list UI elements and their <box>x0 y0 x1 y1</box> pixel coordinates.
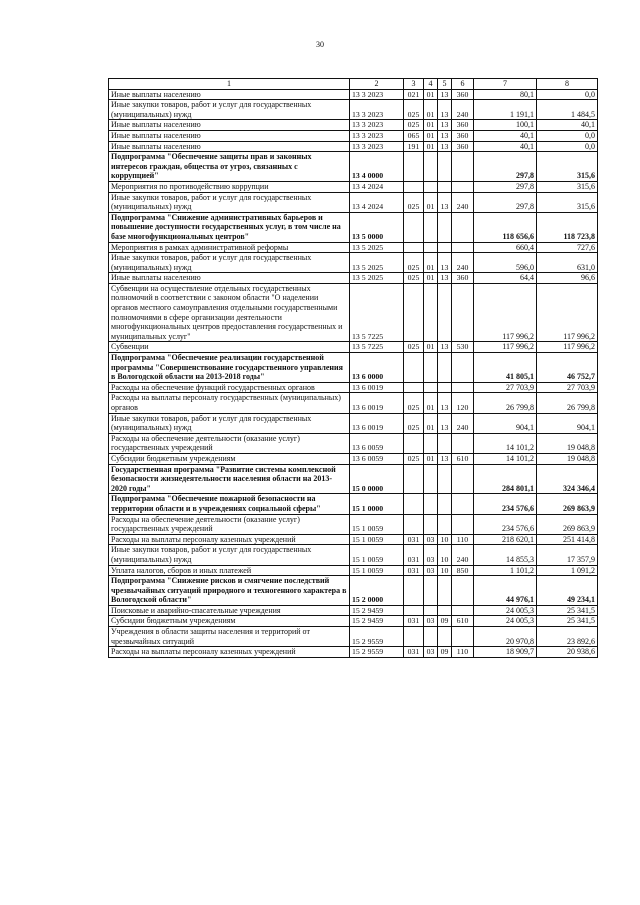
row-code-cell: 13 3 2023 <box>350 130 404 141</box>
row-name-cell: Расходы на обеспечение деятельности (оказание услуг) государственных учреждений <box>109 514 350 534</box>
row-value-col8: 20 938,6 <box>537 647 598 658</box>
row-code-cell: 13 6 0000 <box>350 353 404 383</box>
row-pr-cell: 10 <box>438 545 452 565</box>
row-pr-cell: 09 <box>438 616 452 627</box>
row-rz-cell <box>424 181 438 192</box>
row-value-col8: 315,6 <box>537 192 598 212</box>
table-row <box>109 647 598 658</box>
table-row <box>109 273 598 284</box>
row-pr-cell <box>438 627 452 647</box>
row-value-col7: 20 970,8 <box>474 627 537 647</box>
row-value-col7: 234 576,6 <box>474 514 537 534</box>
row-rz-cell <box>424 494 438 514</box>
row-vr-cell <box>404 605 424 616</box>
row-name-cell: Расходы на выплаты персоналу казенных учреждений <box>109 534 350 545</box>
row-code-cell: 15 2 9559 <box>350 627 404 647</box>
table-row <box>109 353 598 383</box>
row-name-cell: Иные закупки товаров, работ и услуг для государственных (муниципальных) нужд <box>109 545 350 565</box>
row-vr-cell: 031 <box>404 534 424 545</box>
row-rz-cell: 01 <box>424 253 438 273</box>
row-value-col7: 40,1 <box>474 130 537 141</box>
row-pr-cell <box>438 181 452 192</box>
row-name-cell: Иные закупки товаров, работ и услуг для государственных (муниципальных) нужд <box>109 253 350 273</box>
row-value-col7: 1 101,2 <box>474 565 537 576</box>
row-rz-cell <box>424 353 438 383</box>
table-row <box>109 283 598 342</box>
table-row <box>109 342 598 353</box>
row-code-cell: 15 1 0000 <box>350 494 404 514</box>
row-rz-cell: 01 <box>424 342 438 353</box>
row-vr-cell <box>404 576 424 606</box>
row-pr-cell: 13 <box>438 253 452 273</box>
row-kvr-cell <box>452 514 474 534</box>
row-name-cell: Государственная программа "Развитие системы комплексной безопасности жизнедеятельности населения области на 2013-2020 годы" <box>109 464 350 494</box>
row-pr-cell <box>438 464 452 494</box>
row-code-cell: 15 2 0000 <box>350 576 404 606</box>
row-kvr-cell: 240 <box>452 192 474 212</box>
header-col-7: 7 <box>474 79 537 90</box>
row-code-cell: 13 6 0019 <box>350 413 404 433</box>
table-row <box>109 141 598 152</box>
row-pr-cell: 13 <box>438 453 452 464</box>
row-vr-cell: 031 <box>404 647 424 658</box>
row-kvr-cell: 240 <box>452 545 474 565</box>
row-name-cell: Расходы на обеспечение деятельности (оказание услуг) государственных учреждений <box>109 433 350 453</box>
table-row <box>109 152 598 182</box>
row-pr-cell <box>438 152 452 182</box>
row-vr-cell: 025 <box>404 342 424 353</box>
row-vr-cell: 025 <box>404 413 424 433</box>
table-row <box>109 453 598 464</box>
table-row <box>109 545 598 565</box>
row-kvr-cell: 360 <box>452 120 474 131</box>
row-value-col7: 24 005,3 <box>474 605 537 616</box>
row-kvr-cell <box>452 605 474 616</box>
row-name-cell: Субвенции <box>109 342 350 353</box>
row-code-cell: 15 2 9459 <box>350 605 404 616</box>
row-code-cell: 15 1 0059 <box>350 534 404 545</box>
row-rz-cell: 01 <box>424 192 438 212</box>
row-name-cell: Расходы на выплаты персоналу государственных (муниципальных) органов <box>109 393 350 413</box>
row-kvr-cell: 360 <box>452 89 474 100</box>
row-code-cell: 13 4 2024 <box>350 192 404 212</box>
row-vr-cell <box>404 181 424 192</box>
row-name-cell: Мероприятия в рамках административной реформы <box>109 242 350 253</box>
row-value-col8: 26 799,8 <box>537 393 598 413</box>
row-value-col8: 25 341,5 <box>537 605 598 616</box>
row-vr-cell <box>404 152 424 182</box>
row-name-cell: Иные выплаты населению <box>109 130 350 141</box>
table-row <box>109 464 598 494</box>
row-rz-cell <box>424 212 438 242</box>
row-kvr-cell <box>452 627 474 647</box>
row-value-col7: 218 620,1 <box>474 534 537 545</box>
row-pr-cell: 13 <box>438 273 452 284</box>
header-col-4: 4 <box>424 79 438 90</box>
row-value-col7: 1 191,1 <box>474 100 537 120</box>
row-rz-cell <box>424 576 438 606</box>
row-name-cell: Подпрограмма "Обеспечение пожарной безопасности на территории области и в учреждениях социальной сферы" <box>109 494 350 514</box>
row-kvr-cell: 110 <box>452 647 474 658</box>
row-kvr-cell: 360 <box>452 141 474 152</box>
row-name-cell: Иные закупки товаров, работ и услуг для государственных (муниципальных) нужд <box>109 413 350 433</box>
row-pr-cell: 13 <box>438 130 452 141</box>
row-value-col7: 118 656,6 <box>474 212 537 242</box>
row-vr-cell: 021 <box>404 89 424 100</box>
table-row <box>109 576 598 606</box>
row-name-cell: Субсидии бюджетным учреждениям <box>109 453 350 464</box>
row-code-cell: 15 1 0059 <box>350 514 404 534</box>
row-rz-cell: 01 <box>424 413 438 433</box>
table-row <box>109 605 598 616</box>
table-row <box>109 413 598 433</box>
table-row <box>109 565 598 576</box>
row-value-col7: 41 805,1 <box>474 353 537 383</box>
row-value-col8: 1 484,5 <box>537 100 598 120</box>
row-kvr-cell <box>452 212 474 242</box>
row-vr-cell: 025 <box>404 393 424 413</box>
row-value-col7: 18 909,7 <box>474 647 537 658</box>
header-col-3: 3 <box>404 79 424 90</box>
row-value-col8: 315,6 <box>537 181 598 192</box>
header-col-5: 5 <box>438 79 452 90</box>
row-vr-cell: 025 <box>404 253 424 273</box>
row-rz-cell: 01 <box>424 273 438 284</box>
row-name-cell: Субвенции на осуществление отдельных государственных полномочий в соответствии с законом области "О наделении органов местного самоуправления отдельными государственными полномочиями в сфере организации деятельности многофункциональных центров предоставления государственных и муниципальных услуг" <box>109 283 350 342</box>
row-pr-cell: 09 <box>438 647 452 658</box>
row-value-col8: 0,0 <box>537 130 598 141</box>
row-value-col7: 284 801,1 <box>474 464 537 494</box>
row-name-cell: Иные выплаты населению <box>109 120 350 131</box>
row-pr-cell <box>438 382 452 393</box>
row-kvr-cell <box>452 576 474 606</box>
row-value-col8: 315,6 <box>537 152 598 182</box>
row-pr-cell: 13 <box>438 413 452 433</box>
row-vr-cell: 025 <box>404 100 424 120</box>
row-name-cell: Иные закупки товаров, работ и услуг для государственных (муниципальных) нужд <box>109 192 350 212</box>
row-code-cell: 13 3 2023 <box>350 100 404 120</box>
row-value-col7: 44 976,1 <box>474 576 537 606</box>
row-rz-cell: 01 <box>424 453 438 464</box>
row-value-col7: 64,4 <box>474 273 537 284</box>
row-vr-cell: 025 <box>404 273 424 284</box>
row-value-col8: 117 996,2 <box>537 283 598 342</box>
table-row <box>109 616 598 627</box>
row-value-col7: 14 855,3 <box>474 545 537 565</box>
row-code-cell: 15 1 0059 <box>350 565 404 576</box>
row-code-cell: 13 6 0059 <box>350 453 404 464</box>
row-kvr-cell: 610 <box>452 616 474 627</box>
header-col-1: 1 <box>109 79 350 90</box>
row-kvr-cell: 610 <box>452 453 474 464</box>
table-row <box>109 433 598 453</box>
row-rz-cell <box>424 382 438 393</box>
row-code-cell: 13 6 0059 <box>350 433 404 453</box>
row-pr-cell <box>438 433 452 453</box>
row-kvr-cell <box>452 181 474 192</box>
row-kvr-cell: 110 <box>452 534 474 545</box>
row-name-cell: Расходы на обеспечение функций государственных органов <box>109 382 350 393</box>
row-value-col7: 117 996,2 <box>474 283 537 342</box>
row-pr-cell: 13 <box>438 342 452 353</box>
row-vr-cell <box>404 433 424 453</box>
row-value-col7: 117 996,2 <box>474 342 537 353</box>
row-rz-cell: 01 <box>424 130 438 141</box>
row-vr-cell <box>404 212 424 242</box>
row-value-col7: 234 576,6 <box>474 494 537 514</box>
row-value-col8: 17 357,9 <box>537 545 598 565</box>
row-kvr-cell: 240 <box>452 413 474 433</box>
table-header-row <box>109 79 598 90</box>
row-value-col7: 596,0 <box>474 253 537 273</box>
table-row <box>109 130 598 141</box>
row-vr-cell <box>404 382 424 393</box>
row-value-col8: 269 863,9 <box>537 494 598 514</box>
row-value-col8: 0,0 <box>537 141 598 152</box>
row-name-cell: Подпрограмма "Обеспечение защиты прав и законных интересов граждан, общества от угроз, связанных с коррупцией" <box>109 152 350 182</box>
row-value-col8: 19 048,8 <box>537 453 598 464</box>
row-rz-cell <box>424 605 438 616</box>
table-row <box>109 253 598 273</box>
table-row <box>109 89 598 100</box>
row-rz-cell: 03 <box>424 545 438 565</box>
row-kvr-cell <box>452 353 474 383</box>
row-kvr-cell: 240 <box>452 253 474 273</box>
table-row <box>109 100 598 120</box>
table-row <box>109 120 598 131</box>
row-value-col8: 46 752,7 <box>537 353 598 383</box>
table-row <box>109 212 598 242</box>
row-value-col8: 1 091,2 <box>537 565 598 576</box>
row-code-cell: 13 3 2023 <box>350 141 404 152</box>
row-kvr-cell: 120 <box>452 393 474 413</box>
row-code-cell: 13 5 2025 <box>350 273 404 284</box>
row-rz-cell: 03 <box>424 647 438 658</box>
row-rz-cell: 01 <box>424 393 438 413</box>
row-pr-cell: 13 <box>438 393 452 413</box>
row-code-cell: 13 3 2023 <box>350 120 404 131</box>
row-vr-cell: 031 <box>404 565 424 576</box>
table-row <box>109 534 598 545</box>
row-vr-cell <box>404 494 424 514</box>
row-vr-cell <box>404 627 424 647</box>
row-kvr-cell: 240 <box>452 100 474 120</box>
table-row <box>109 242 598 253</box>
row-rz-cell: 03 <box>424 565 438 576</box>
row-kvr-cell <box>452 242 474 253</box>
row-pr-cell: 10 <box>438 534 452 545</box>
row-pr-cell <box>438 605 452 616</box>
table-row <box>109 627 598 647</box>
header-col-8: 8 <box>537 79 598 90</box>
row-value-col8: 25 341,5 <box>537 616 598 627</box>
row-value-col8: 727,6 <box>537 242 598 253</box>
row-name-cell: Иные выплаты населению <box>109 273 350 284</box>
row-kvr-cell <box>452 283 474 342</box>
row-pr-cell: 13 <box>438 89 452 100</box>
row-value-col8: 324 346,4 <box>537 464 598 494</box>
row-kvr-cell: 530 <box>452 342 474 353</box>
row-value-col8: 251 414,8 <box>537 534 598 545</box>
row-value-col7: 100,1 <box>474 120 537 131</box>
row-vr-cell <box>404 514 424 534</box>
table-row <box>109 514 598 534</box>
row-vr-cell: 031 <box>404 545 424 565</box>
row-pr-cell <box>438 212 452 242</box>
row-value-col8: 904,1 <box>537 413 598 433</box>
row-name-cell: Субсидии бюджетным учреждениям <box>109 616 350 627</box>
row-value-col7: 24 005,3 <box>474 616 537 627</box>
row-rz-cell <box>424 514 438 534</box>
row-name-cell: Учреждения в области защиты населения и территорий от чрезвычайных ситуаций <box>109 627 350 647</box>
row-name-cell: Подпрограмма "Снижение административных барьеров и повышение доступности государственных услуг, в том числе на базе многофункциональных центров" <box>109 212 350 242</box>
row-rz-cell: 01 <box>424 120 438 131</box>
row-value-col8: 0,0 <box>537 89 598 100</box>
row-pr-cell <box>438 576 452 606</box>
row-kvr-cell: 850 <box>452 565 474 576</box>
row-code-cell: 13 5 7225 <box>350 283 404 342</box>
table-row <box>109 382 598 393</box>
row-code-cell: 13 6 0019 <box>350 382 404 393</box>
row-name-cell: Мероприятия по противодействию коррупции <box>109 181 350 192</box>
row-rz-cell <box>424 283 438 342</box>
row-kvr-cell: 360 <box>452 273 474 284</box>
row-vr-cell <box>404 283 424 342</box>
row-name-cell: Иные выплаты населению <box>109 141 350 152</box>
row-value-col8: 27 703,9 <box>537 382 598 393</box>
row-kvr-cell: 360 <box>452 130 474 141</box>
row-value-col7: 40,1 <box>474 141 537 152</box>
row-kvr-cell <box>452 152 474 182</box>
row-name-cell: Подпрограмма "Снижение рисков и смягчение последствий чрезвычайных ситуаций природного и техногенного характера в Вологодской области" <box>109 576 350 606</box>
row-pr-cell: 13 <box>438 120 452 131</box>
row-pr-cell: 10 <box>438 565 452 576</box>
table-row <box>109 494 598 514</box>
row-pr-cell <box>438 283 452 342</box>
row-vr-cell: 025 <box>404 453 424 464</box>
table-row <box>109 393 598 413</box>
row-value-col7: 26 799,8 <box>474 393 537 413</box>
row-code-cell: 13 4 0000 <box>350 152 404 182</box>
row-name-cell: Подпрограмма "Обеспечение реализации государственной программы "Совершенствование государственного управления в Вологодской области на 2013-2018 годы" <box>109 353 350 383</box>
header-col-2: 2 <box>350 79 404 90</box>
row-code-cell: 15 2 9459 <box>350 616 404 627</box>
row-value-col8: 19 048,8 <box>537 433 598 453</box>
row-pr-cell <box>438 494 452 514</box>
row-code-cell: 13 6 0019 <box>350 393 404 413</box>
row-code-cell: 13 5 7225 <box>350 342 404 353</box>
row-kvr-cell <box>452 382 474 393</box>
row-value-col7: 27 703,9 <box>474 382 537 393</box>
row-value-col8: 118 723,8 <box>537 212 598 242</box>
row-value-col7: 297,8 <box>474 181 537 192</box>
row-value-col7: 14 101,2 <box>474 433 537 453</box>
row-name-cell: Уплата налогов, сборов и иных платежей <box>109 565 350 576</box>
row-code-cell: 15 1 0059 <box>350 545 404 565</box>
row-vr-cell: 025 <box>404 120 424 131</box>
row-vr-cell <box>404 353 424 383</box>
row-pr-cell <box>438 514 452 534</box>
row-name-cell: Иные закупки товаров, работ и услуг для государственных (муниципальных) нужд <box>109 100 350 120</box>
row-code-cell: 13 5 2025 <box>350 242 404 253</box>
row-vr-cell: 031 <box>404 616 424 627</box>
row-code-cell: 13 5 0000 <box>350 212 404 242</box>
row-value-col8: 49 234,1 <box>537 576 598 606</box>
row-value-col7: 904,1 <box>474 413 537 433</box>
row-pr-cell: 13 <box>438 192 452 212</box>
row-name-cell: Иные выплаты населению <box>109 89 350 100</box>
row-kvr-cell <box>452 433 474 453</box>
budget-table <box>108 78 598 658</box>
row-code-cell: 15 0 0000 <box>350 464 404 494</box>
row-rz-cell <box>424 242 438 253</box>
row-vr-cell <box>404 464 424 494</box>
row-rz-cell <box>424 433 438 453</box>
row-rz-cell: 03 <box>424 534 438 545</box>
row-value-col7: 14 101,2 <box>474 453 537 464</box>
row-rz-cell <box>424 464 438 494</box>
table-row <box>109 181 598 192</box>
row-code-cell: 13 4 2024 <box>350 181 404 192</box>
row-vr-cell <box>404 242 424 253</box>
row-value-col7: 297,8 <box>474 192 537 212</box>
row-kvr-cell <box>452 494 474 514</box>
row-vr-cell: 065 <box>404 130 424 141</box>
header-col-6: 6 <box>452 79 474 90</box>
row-code-cell: 13 5 2025 <box>350 253 404 273</box>
row-rz-cell <box>424 152 438 182</box>
row-code-cell: 15 2 9559 <box>350 647 404 658</box>
row-vr-cell: 025 <box>404 192 424 212</box>
row-rz-cell: 01 <box>424 100 438 120</box>
row-pr-cell <box>438 242 452 253</box>
row-value-col8: 117 996,2 <box>537 342 598 353</box>
row-value-col8: 631,0 <box>537 253 598 273</box>
row-kvr-cell <box>452 464 474 494</box>
row-name-cell: Поисковые и аварийно-спасательные учреждения <box>109 605 350 616</box>
row-name-cell: Расходы на выплаты персоналу казенных учреждений <box>109 647 350 658</box>
row-code-cell: 13 3 2023 <box>350 89 404 100</box>
row-value-col7: 80,1 <box>474 89 537 100</box>
row-rz-cell <box>424 627 438 647</box>
row-pr-cell: 13 <box>438 141 452 152</box>
row-value-col8: 40,1 <box>537 120 598 131</box>
row-pr-cell <box>438 353 452 383</box>
table-row <box>109 192 598 212</box>
row-pr-cell: 13 <box>438 100 452 120</box>
row-value-col8: 269 863,9 <box>537 514 598 534</box>
row-vr-cell: 191 <box>404 141 424 152</box>
row-rz-cell: 03 <box>424 616 438 627</box>
row-value-col7: 297,8 <box>474 152 537 182</box>
row-value-col8: 96,6 <box>537 273 598 284</box>
row-value-col7: 660,4 <box>474 242 537 253</box>
row-rz-cell: 01 <box>424 141 438 152</box>
page-number: 30 <box>316 40 324 49</box>
row-value-col8: 23 892,6 <box>537 627 598 647</box>
row-rz-cell: 01 <box>424 89 438 100</box>
